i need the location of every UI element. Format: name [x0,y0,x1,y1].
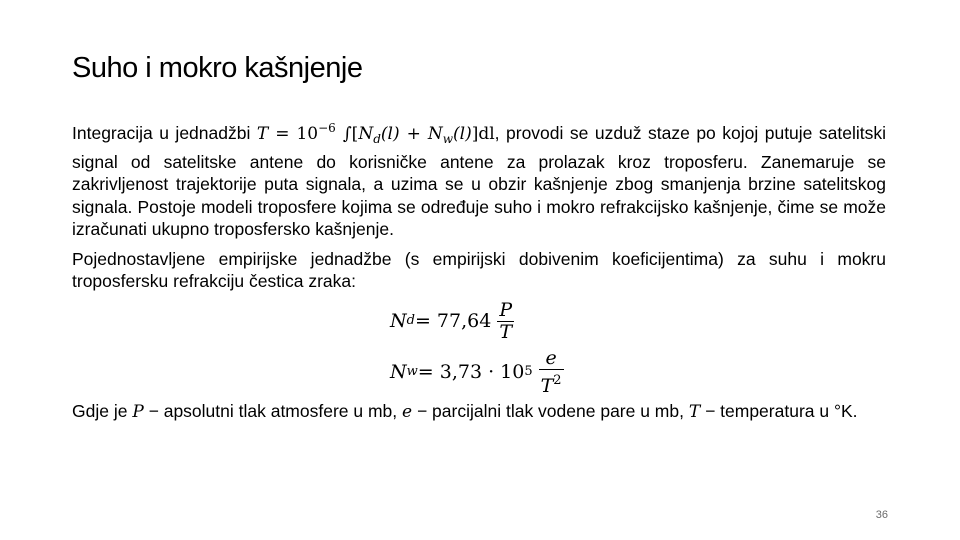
paragraph-definitions [72,400,886,424]
equation-wet [390,348,564,397]
equation-block [72,298,886,397]
equation-wet-denominator-exponent: 2 [553,372,562,388]
definitions-t3: − parcijalni tlak vodene pare u mb, [412,400,689,421]
formula-integral-open: ∫[ [335,124,359,144]
equation-dry-denominator: T [499,320,513,343]
equation-wet-lhs: N [390,360,407,383]
formula-l-first: (l) [380,124,400,144]
paragraph-empirical: Pojednostavljene empirijske jednadžbe (s empirijski dobivenim koeficijentima) za suhu i mokru troposfersku refrakciju čestica zraka: [72,248,886,291]
formula-exponent: −6 [318,121,336,135]
equation-wet-denominator [539,369,564,397]
definitions-t1: Gdje je [72,400,133,421]
formula-N-dry-sub: d [373,132,381,146]
page-number: 36 [875,509,888,521]
paragraph-integration-intro: Integracija u jednadžbi [72,123,257,143]
equation-dry-fraction [497,300,514,343]
paragraph-integration [72,117,886,241]
formula-N-dry: N [358,124,374,144]
definitions-t2: − apsolutni tlak atmosfere u mb, [143,400,403,421]
integral-formula [256,121,495,146]
equation-wet-denominator-base: T [540,374,554,397]
definitions-t4: − temperatura u °K. [700,400,858,421]
definitions-var-T: T [688,401,701,422]
formula-integral-close: ]dl [471,124,495,144]
equation-wet-exponent: 5 [524,363,533,379]
formula-T: T [256,124,269,144]
equation-dry-lhs-sub: d [406,312,415,328]
equation-wet-lhs-sub: w [406,363,418,379]
equation-dry-lhs: N [390,309,407,332]
equation-dry-coefficient: = 77,64 [414,309,492,332]
slide-title: Suho i mokro kašnjenje [72,52,363,84]
formula-equals-ten: = 10 [268,124,319,144]
equation-wet-coefficient: = 3,73 · 10 [417,360,525,383]
definitions-var-P: P [132,401,144,422]
equation-dry [390,300,514,343]
definitions-var-e: e [402,401,413,422]
slide-content [72,117,886,423]
equation-wet-numerator: e [545,346,557,369]
equation-wet-fraction [539,348,564,397]
paragraph-integration-body: , provodi se uzduž staze po kojoj putuje satelitski signal od satelitske antene do korisničke antene za prolazak kroz troposferu. Zanemaruje se zakrivljenost trajektorije puta signala, a uzima se u obzir kašnjenje zbog smanjenja brzine satelitskog signala. Postoje modeli troposfere kojima se određuje suho i mokro refrakcijsko kašnjenje, čime se može izračunati ukupno troposfersko kašnjenje. [72,123,886,239]
formula-l-second: (l) [453,124,472,144]
formula-plus: + [399,124,428,144]
formula-N-wet-sub: w [442,132,454,146]
formula-N-wet: N [427,124,443,144]
equation-dry-numerator: P [499,298,513,321]
